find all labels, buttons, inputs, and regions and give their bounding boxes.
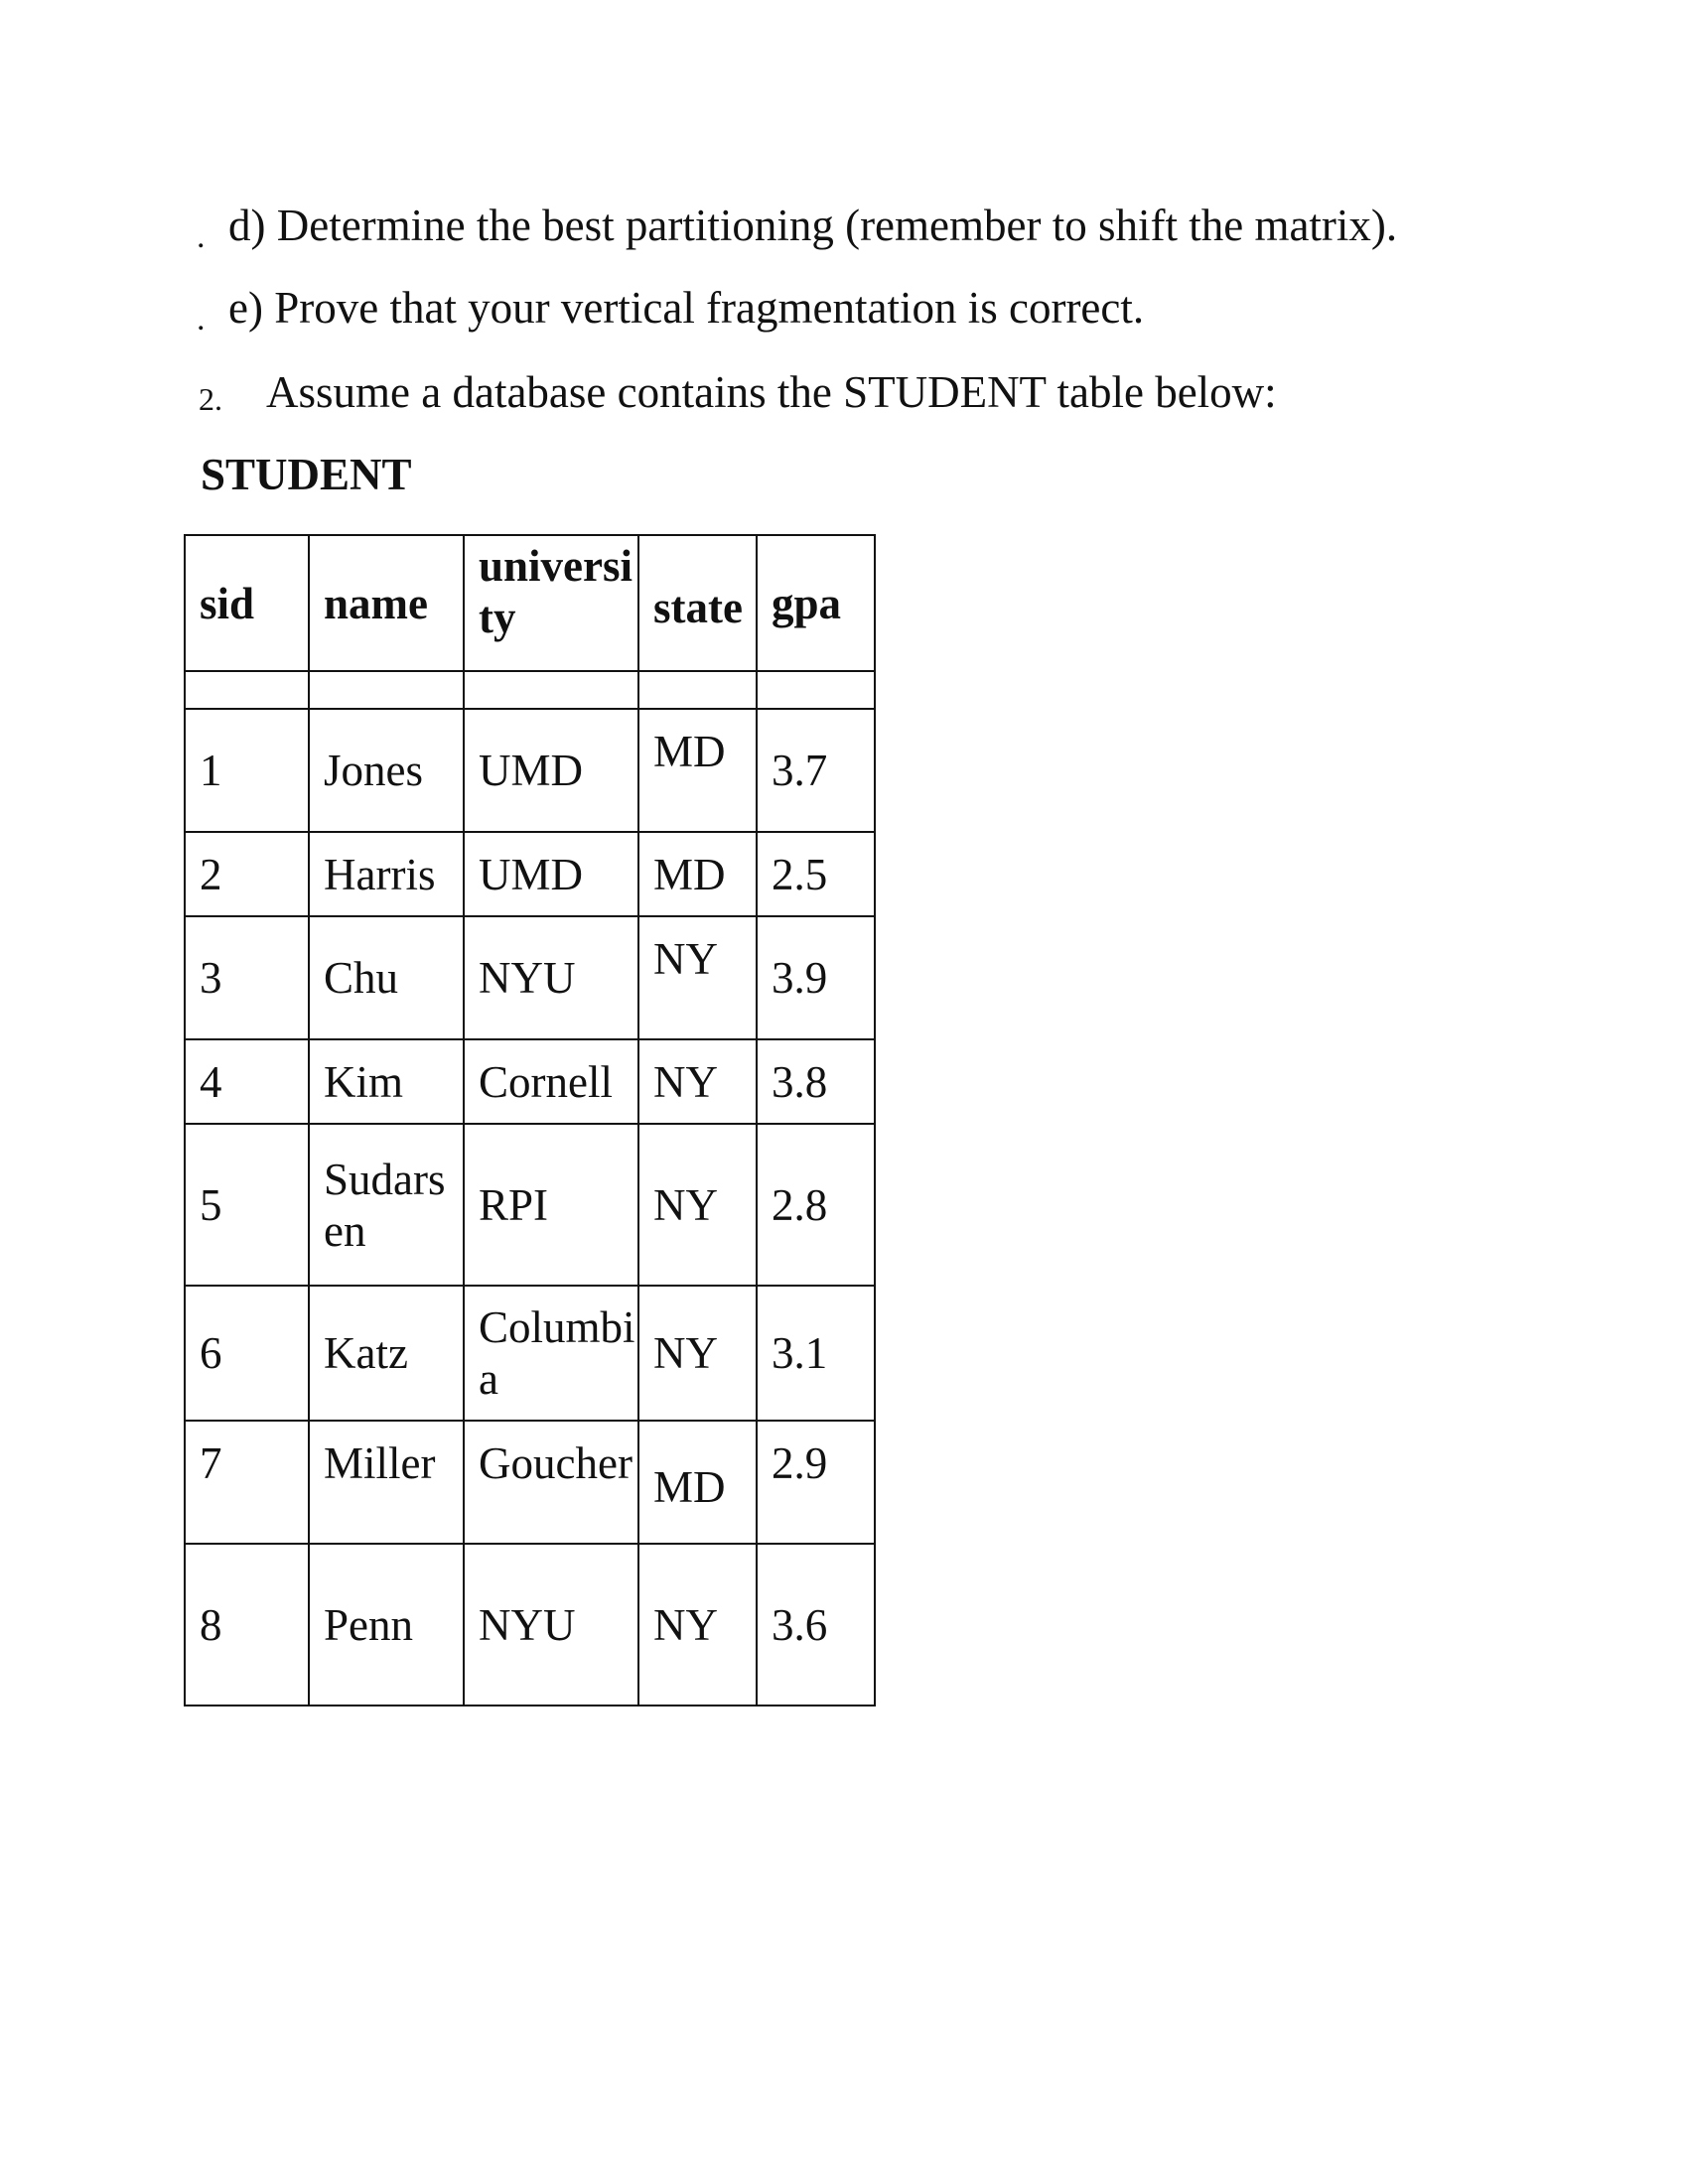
cell-name: Jones (309, 709, 464, 832)
question-text: Assume a database contains the STUDENT table below: (266, 367, 1277, 417)
cell-sid: 8 (185, 1544, 309, 1706)
cell-name: Penn (309, 1544, 464, 1706)
cell-university: UMD (464, 832, 638, 916)
table-row (185, 1421, 875, 1544)
cell-sid: 3 (185, 916, 309, 1039)
table-row (185, 709, 875, 832)
item-d-marker: . (197, 218, 206, 255)
question-number: 2. (199, 381, 222, 417)
cell-state: NY (638, 1124, 757, 1286)
cell-name: Katz (309, 1286, 464, 1421)
cell-sid: 7 (185, 1421, 309, 1544)
table-row (185, 832, 875, 916)
empty-cell (757, 671, 875, 709)
cell-state: MD (638, 832, 757, 916)
cell-gpa: 3.1 (757, 1286, 875, 1421)
cell-sid: 2 (185, 832, 309, 916)
cell-sid: 5 (185, 1124, 309, 1286)
cell-university: NYU (464, 1544, 638, 1706)
table-row (185, 1286, 875, 1421)
column-header-name: name (309, 535, 464, 671)
table-row (185, 1544, 875, 1706)
column-header-gpa: gpa (757, 535, 875, 671)
cell-university: NYU (464, 916, 638, 1039)
item-e-marker: . (197, 301, 206, 338)
cell-gpa: 2.8 (757, 1124, 875, 1286)
cell-sid: 1 (185, 709, 309, 832)
cell-gpa: 3.8 (757, 1039, 875, 1124)
table-row (185, 1124, 875, 1286)
student-table (184, 534, 876, 1706)
cell-name: Sudars en (309, 1124, 464, 1286)
cell-gpa: 2.5 (757, 832, 875, 916)
cell-university: RPI (464, 1124, 638, 1286)
item-d-text: d) Determine the best partitioning (remember to shift the matrix). (228, 201, 1398, 250)
cell-name: Kim (309, 1039, 464, 1124)
cell-state: MD (638, 709, 757, 832)
empty-row (185, 671, 875, 709)
cell-state: NY (638, 1286, 757, 1421)
cell-name: Harris (309, 832, 464, 916)
cell-sid: 4 (185, 1039, 309, 1124)
header-row (185, 535, 875, 671)
empty-cell (185, 671, 309, 709)
cell-name: Chu (309, 916, 464, 1039)
cell-name: Miller (309, 1421, 464, 1544)
cell-state: NY (638, 916, 757, 1039)
cell-university: Cornell (464, 1039, 638, 1124)
column-header-sid: sid (185, 535, 309, 671)
cell-state: NY (638, 1544, 757, 1706)
table-row (185, 916, 875, 1039)
empty-cell (309, 671, 464, 709)
item-e-text: e) Prove that your vertical fragmentation is correct. (228, 283, 1145, 333)
cell-gpa: 3.7 (757, 709, 875, 832)
column-header-university: universi ty (464, 535, 638, 671)
cell-gpa: 2.9 (757, 1421, 875, 1544)
cell-state: MD (638, 1421, 757, 1544)
cell-gpa: 3.9 (757, 916, 875, 1039)
cell-university: Columbi a (464, 1286, 638, 1421)
cell-gpa: 3.6 (757, 1544, 875, 1706)
empty-cell (464, 671, 638, 709)
table-row (185, 1039, 875, 1124)
column-header-state: state (638, 535, 757, 671)
cell-state: NY (638, 1039, 757, 1124)
cell-sid: 6 (185, 1286, 309, 1421)
empty-cell (638, 671, 757, 709)
cell-university: UMD (464, 709, 638, 832)
table-title: STUDENT (201, 450, 412, 499)
cell-university: Goucher (464, 1421, 638, 1544)
